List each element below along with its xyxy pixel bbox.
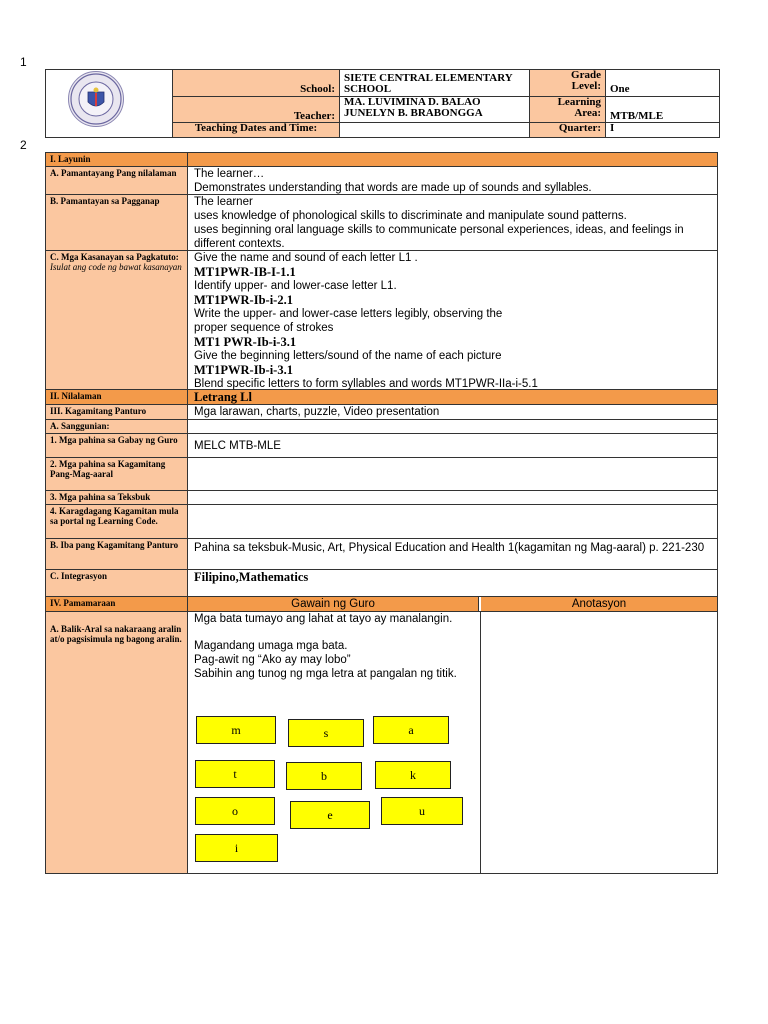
- row-integrasyon: [45, 570, 718, 597]
- label-note: Isulat ang code ng bawat kasanayan: [50, 262, 182, 272]
- letter-card-e: e: [290, 801, 370, 829]
- row-label: A. Balik-Aral sa nakaraang aralin at/o pagsisimula ng bagong aralin.: [46, 612, 188, 873]
- row-label: 4. Karagdagang Kagamitan mula sa portal ng Learning Code.: [46, 505, 188, 538]
- teacher-label: Teacher:: [173, 97, 340, 123]
- row-label: IV. Pamamaraan: [46, 597, 188, 611]
- row-value: [188, 167, 717, 194]
- competency-code: MT1PWR-Ib-i-2.1: [194, 293, 293, 307]
- anotasyon-cell: [481, 612, 717, 873]
- school-label: School:: [173, 70, 340, 97]
- school-value: SIETE CENTRAL ELEMENTARY SCHOOL: [340, 70, 530, 97]
- teacher-value: [340, 97, 530, 123]
- letter-card-t: t: [195, 760, 275, 788]
- row-label: B. Iba pang Kagamitang Panturo: [46, 539, 188, 569]
- row-pamantayang-nilalaman: [45, 167, 718, 195]
- row-balik-aral: [45, 612, 718, 874]
- header-table: [45, 69, 720, 138]
- row-value: [188, 195, 717, 250]
- letter-card-m: m: [196, 716, 276, 744]
- label-text: C. Mga Kasanayan sa Pagkatuto:: [50, 252, 179, 262]
- row-portal: [45, 505, 718, 539]
- row-pamamaraan: [45, 597, 718, 612]
- row-value: [188, 505, 717, 538]
- row-kagamitang-mag-aaral: [45, 458, 718, 491]
- dates-label: Teaching Dates and Time:: [173, 123, 340, 137]
- text-line: The learner: [194, 196, 253, 208]
- text-line: [194, 626, 474, 639]
- row-label: A. Pamantayang Pang nilalaman: [46, 167, 188, 194]
- row-value: Pahina sa teksbuk-Music, Art, Physical Education and Health 1(kagamitan ng Mag-aaral) p. 221-230: [194, 542, 705, 554]
- letter-card-a: a: [373, 716, 449, 744]
- text-line: Pag-awit ng “Ako ay may lobo”: [194, 654, 351, 666]
- row-value: MELC MTB-MLE: [194, 440, 281, 452]
- row-label: B. Pamantayan sa Pagganap: [46, 195, 188, 250]
- row-value: [188, 251, 717, 389]
- competency-code: MT1 PWR-Ib-i-3.1: [194, 335, 297, 349]
- competency-code: MT1PWR-IB-I-1.1: [194, 265, 296, 279]
- text-line: Blend specific letters to form syllables and words MT1PWR-IIa-i-5.1: [194, 378, 538, 390]
- area-value: MTB/MLE: [606, 97, 719, 123]
- row-label: III. Kagamitang Panturo: [46, 405, 188, 419]
- row-value: [188, 420, 717, 433]
- letter-card-b: b: [286, 762, 362, 790]
- page-number: 1: [20, 55, 27, 69]
- row-value: [188, 153, 717, 166]
- header-text: Gawain ng Guro: [291, 598, 375, 610]
- text-line: uses beginning oral language skills to communicate personal experiences, ideas, and feelings in different contexts.: [194, 224, 684, 250]
- text-line: Magandang umaga mga bata.: [194, 640, 348, 652]
- row-value: [188, 491, 717, 504]
- deped-seal-logo: [68, 71, 124, 127]
- text-line: uses knowledge of phonological skills to discriminate and manipulate sound patterns.: [194, 210, 627, 222]
- grade-label: Grade Level:: [530, 70, 606, 97]
- dates-value: [340, 123, 530, 137]
- row-nilalaman: [45, 390, 718, 405]
- teacher-name-2: JUNELYN B. BRABONGGA: [344, 107, 483, 119]
- quarter-label: Quarter:: [530, 123, 606, 137]
- column-header-anotasyon: [481, 597, 717, 611]
- grade-value: One: [606, 70, 719, 97]
- text-line: Sabihin ang tunog ng mga letra at pangalan ng titik.: [194, 668, 457, 680]
- column-header-gawain: [188, 597, 479, 611]
- row-gabay-guro: [45, 434, 718, 458]
- row-label: [46, 251, 188, 389]
- letter-card-k: k: [375, 761, 451, 789]
- text-line: Identify upper- and lower-case letter L1.: [194, 280, 397, 292]
- row-label: C. Integrasyon: [46, 570, 188, 596]
- row-label: 3. Mga pahina sa Teksbuk: [46, 491, 188, 504]
- row-iba-pang: [45, 539, 718, 570]
- text-line: Demonstrates understanding that words are made up of sounds and syllables.: [194, 182, 592, 194]
- seal-icon: [69, 72, 123, 126]
- text-line: Give the name and sound of each letter L1 .: [194, 252, 418, 264]
- row-value: [188, 458, 717, 490]
- letter-card-i: i: [195, 834, 278, 862]
- row-sanggunian: [45, 420, 718, 434]
- text-line: The learner…: [194, 168, 265, 180]
- competency-code: MT1PWR-Ib-i-3.1: [194, 363, 293, 377]
- row-label: 1. Mga pahina sa Gabay ng Guro: [46, 434, 188, 457]
- letter-card-s: s: [288, 719, 364, 747]
- text-line: Mga bata tumayo ang lahat at tayo ay manalangin.: [194, 613, 453, 625]
- row-value: Mga larawan, charts, puzzle, Video presentation: [194, 406, 440, 418]
- row-label: I. Layunin: [46, 153, 188, 166]
- row-kasanayan: [45, 251, 718, 390]
- letter-card-o: o: [195, 797, 275, 825]
- row-layunin: [45, 152, 718, 167]
- page-number: 2: [20, 138, 27, 152]
- text-line: Give the beginning letters/sound of the name of each picture: [194, 350, 502, 362]
- row-teksbuk: [45, 491, 718, 505]
- row-label: 2. Mga pahina sa Kagamitang Pang-Mag-aaral: [46, 458, 188, 490]
- text-line: Write the upper- and lower-case letters legibly, observing the: [194, 308, 503, 320]
- row-label: II. Nilalaman: [46, 390, 188, 404]
- row-value: Letrang Ll: [188, 390, 717, 404]
- header-text: Anotasyon: [571, 598, 627, 610]
- text-line: proper sequence of strokes: [194, 322, 334, 334]
- row-pamantayan-pagganap: [45, 195, 718, 251]
- teacher-name-1: MA. LUVIMINA D. BALAO: [344, 96, 481, 108]
- row-kagamitang-panturo: [45, 405, 718, 420]
- quarter-value: I: [606, 123, 719, 137]
- row-label: A. Sanggunian:: [46, 420, 188, 433]
- letter-card-u: u: [381, 797, 463, 825]
- row-value: Filipino,Mathematics: [194, 570, 309, 584]
- area-label: Learning Area:: [530, 97, 606, 123]
